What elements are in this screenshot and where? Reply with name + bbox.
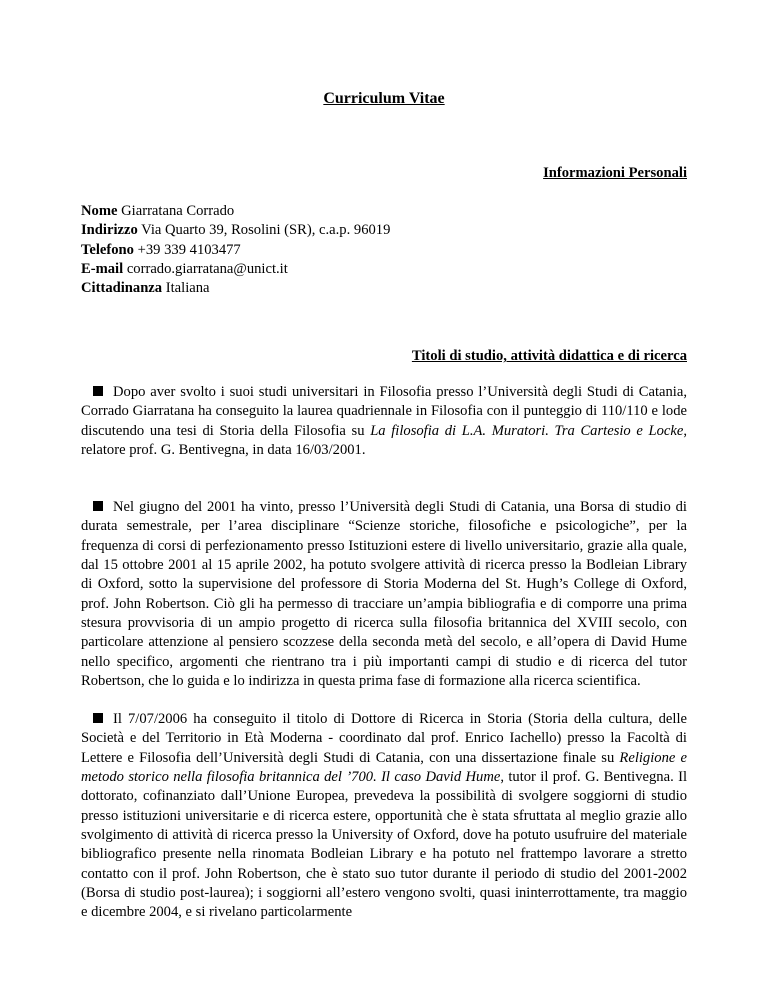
document-title: Curriculum Vitae (323, 90, 445, 107)
info-row-citizenship (81, 279, 390, 298)
square-bullet-icon (93, 501, 103, 511)
info-value: +39 339 4103477 (137, 241, 241, 258)
paragraph-degree (81, 383, 687, 460)
info-row-email (81, 260, 390, 279)
info-label: Telefono (81, 241, 134, 258)
info-label: Indirizzo (81, 222, 138, 239)
square-bullet-icon (93, 713, 103, 723)
paragraph-text: Il 7/07/2006 ha conseguito il titolo di Dottore di Ricerca in Storia (Storia della cultura, delle Società e del Territorio in Età Moderna - coordinato dal prof. Enrico Iachello) presso la Facoltà di Lettere e Filosofia dell’Università degli Studi di Catania, con una dissertazione finale su (81, 711, 687, 766)
info-label: E-mail (81, 260, 124, 277)
paragraph-text: , relatore prof. G. Bentivegna, in data 16/03/2001. (81, 422, 687, 459)
info-value: Via Quarto 39, Rosolini (SR), c.a.p. 96019 (141, 222, 391, 239)
personal-info-heading: Informazioni Personali (543, 165, 687, 181)
personal-info-block (81, 202, 390, 298)
info-label: Cittadinanza (81, 280, 163, 297)
square-bullet-icon (93, 386, 103, 396)
studies-heading: Titoli di studio, attività didattica e di ricerca (411, 348, 687, 364)
paragraph-text: , tutor il prof. G. Bentivegna. Il dottorato, cofinanziato dall’Unione Europea, prevedeva la possibilità di svolgere soggiorni di studio presso istituzioni universitarie e di ricerca estere, opportunità che è stata sfruttata al meglio grazie allo svolgimento di attività di ricerca presso la University of Oxford, dove ha potuto usufruire del materiale bibliografico presente nella rinomata Bodleian Library e ha potuto nel frattempo lavorare a stretto contatto con il prof. John Robertson, che è stato suo tutor durante il periodo di studio del 2001-2002 (Borsa di studio post-laurea); i soggiorni all’estero vengono svolti, quasi ininterrottamente, tra maggio e dicembre 2004, e si rivelano particolarmente (81, 769, 687, 921)
dissertation-title: Religione e metodo storico nella filosofia britannica del ’700. Il caso David Hume (81, 749, 687, 786)
info-value: Giarratana Corrado (121, 203, 235, 219)
paragraph-text: Dopo aver svolto i suoi studi universitari in Filosofia presso l’Università degli Studi di Catania, Corrado Giarratana ha conseguito la laurea quadriennale in Filosofia con il punteggio di 110/110 e lode discutendo una tesi di Storia della Filosofia su (81, 384, 687, 439)
info-value: corrado.giarratana@unict.it (126, 260, 288, 277)
info-label: Nome (81, 203, 118, 219)
paragraph-scholarship (81, 498, 687, 691)
paragraph-text: Nel giugno del 2001 ha vinto, presso l’Università degli Studi di Catania, una Borsa di studio di durata semestrale, per l’area disciplinare “Scienze storiche, filosofiche e psicologiche”, per la frequenza di corsi di perfezionamento presso Istituzioni estere di livello universitario, grazie alla quale, dal 15 ottobre 2001 al 15 aprile 2002, ha potuto svolgere attività di ricerca presso la Bodleian Library di Oxford, sotto la supervisione del professore di Storia Moderna del St. Hugh’s College di Oxford, prof. John Robertson. Ciò gli ha permesso di tracciare un’ampia bibliografia e di comporre una prima stesura provvisoria di un ampio progetto di ricerca sulla filosofia britannica del XVIII secolo, con particolare attenzione al pensiero scozzese della seconda metà del secolo, e all’opera di David Hume nello specifico, argomenti che rientrano tra i più importanti campi di studio e di ricerca del tutor Robertson, che lo guida e lo indirizza in questa prima fase di formazione alla ricerca scientifica. (81, 499, 687, 690)
info-row-phone (81, 241, 390, 260)
thesis-title: La filosofia di L.A. Muratori. Tra Cartesio e Locke (370, 422, 684, 439)
paragraph-doctorate (81, 710, 687, 923)
info-row-name (81, 202, 390, 221)
info-row-address (81, 221, 390, 240)
info-value: Italiana (165, 280, 210, 297)
